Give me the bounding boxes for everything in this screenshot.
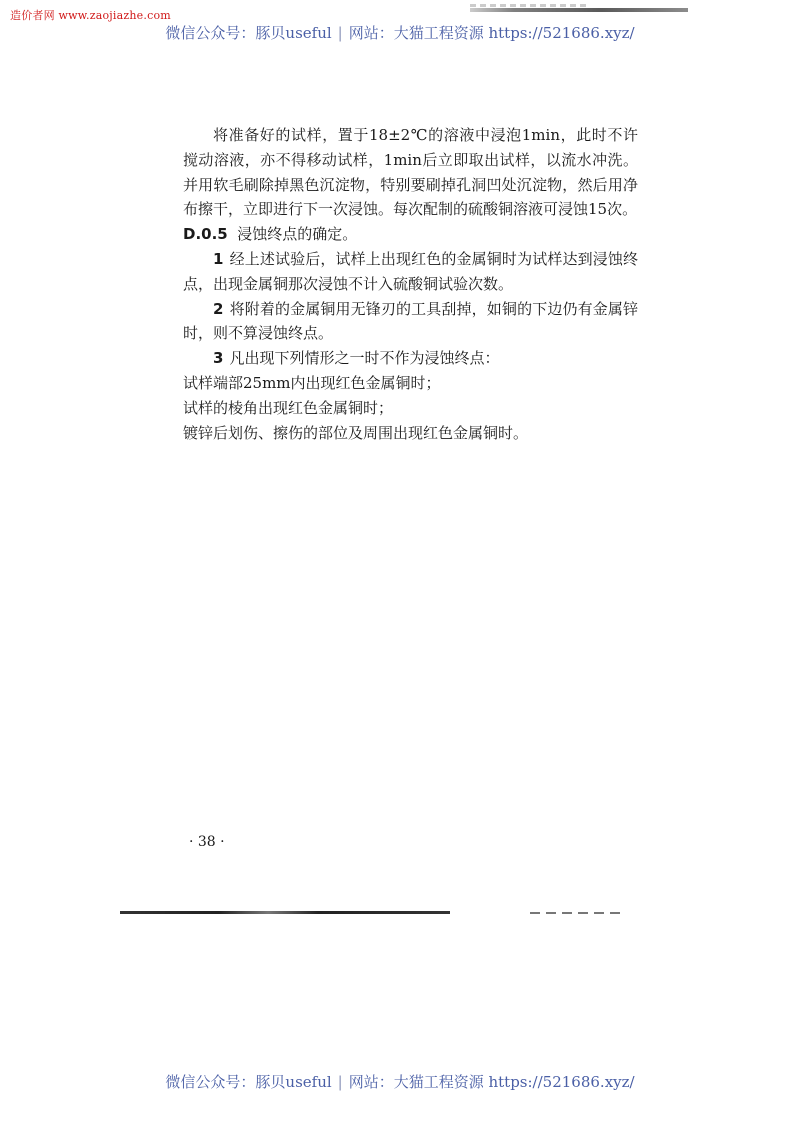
banner-site: 网站：大猫工程资源 https://521686.xyz/ bbox=[348, 1073, 635, 1091]
banner-separator: | bbox=[337, 24, 343, 42]
page-number: · 38 · bbox=[189, 834, 225, 850]
banner-site: 网站：大猫工程资源 https://521686.xyz/ bbox=[348, 24, 635, 42]
clause-title: 浸蚀终点的确定。 bbox=[237, 225, 358, 244]
clause-number: D.0.5 bbox=[183, 225, 228, 244]
item-text: 经上述试验后，试样上出现红色的金属铜时为试样达到浸蚀终点，出现金属铜那次浸蚀不计入硫酸铜试验次数。 bbox=[183, 249, 638, 293]
top-watermark-banner bbox=[0, 22, 800, 43]
scan-artifact-top-line bbox=[470, 8, 688, 12]
scan-artifact-top-dashes bbox=[470, 4, 590, 7]
banner-separator: | bbox=[337, 1073, 343, 1091]
item-number: 1 bbox=[213, 249, 224, 268]
item-number: 2 bbox=[213, 299, 224, 318]
scan-artifact-bottom-line bbox=[120, 911, 450, 914]
item-number: 3 bbox=[213, 349, 224, 368]
sub-list-item: 试样的棱角出现红色金属铜时； bbox=[183, 398, 394, 417]
corner-watermark: 造价者网 www.zaojiazhe.com bbox=[10, 9, 171, 22]
list-item bbox=[183, 346, 638, 371]
scan-artifact-bottom-dashes bbox=[530, 912, 625, 914]
sub-list-item: 镀锌后划伤、擦伤的部位及周围出现红色金属铜时。 bbox=[183, 423, 529, 442]
list-item bbox=[183, 247, 638, 297]
banner-wechat: 微信公众号：豚贝useful bbox=[165, 24, 332, 42]
item-text: 凡出现下列情形之一时不作为浸蚀终点： bbox=[229, 349, 500, 368]
sub-list-item: 试样端部25mm内出现红色金属铜时； bbox=[183, 373, 441, 392]
bottom-watermark-banner bbox=[0, 1071, 800, 1092]
list-item bbox=[183, 297, 638, 347]
item-text: 将附着的金属铜用无锋刃的工具刮掉，如铜的下边仍有金属锌时，则不算浸蚀终点。 bbox=[183, 299, 638, 343]
banner-wechat: 微信公众号：豚贝useful bbox=[165, 1073, 332, 1091]
paragraph-procedure: 将准备好的试样，置于18±2℃的溶液中浸泡1min，此时不许搅动溶液，亦不得移动试样，1min后立即取出试样，以流水冲洗。并用软毛刷除掉黑色沉淀物，特别要刷掉孔洞凹处沉淀物，然后用净布擦干，立即进行下一次浸蚀。每次配制的硫酸铜溶液可浸蚀15次。 bbox=[183, 126, 638, 219]
document-body bbox=[183, 123, 638, 445]
clause-d05 bbox=[183, 222, 638, 247]
